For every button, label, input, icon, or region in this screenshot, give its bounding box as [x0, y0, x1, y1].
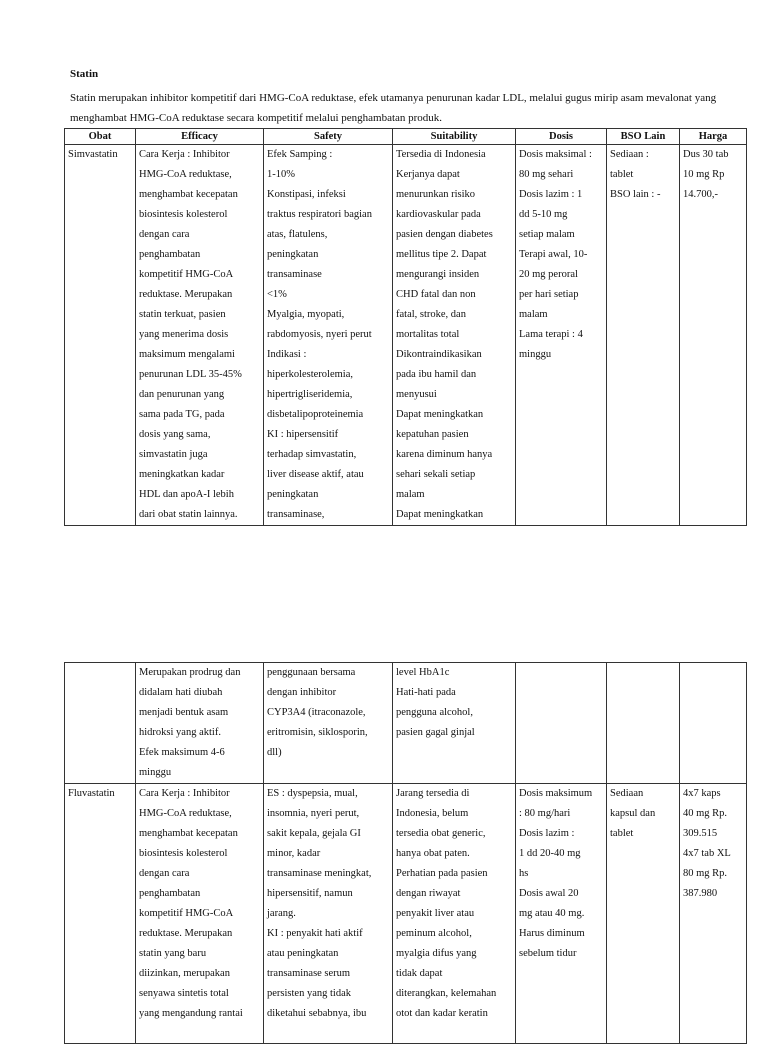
- cell-suitability: level HbA1c Hati-hati pada pengguna alcohol, pasien gagal ginjal: [393, 663, 516, 784]
- cell-efficacy: Merupakan prodrug dan didalam hati diubah menjadi bentuk asam hidroksi yang aktif. Efek maksimum 4-6 minggu: [136, 663, 264, 784]
- col-header-efficacy: Efficacy: [136, 129, 264, 145]
- cell-suitability: Tersedia di Indonesia Kerjanya dapat menurunkan risiko kardiovaskular pada pasien dengan diabetes mellitus tipe 2. Dapat mengurangi insiden CHD fatal dan non fatal, stroke, dan mortalitas total Dikontraindikasikan pada ibu hamil dan menyusui Dapat meningkatkan kepatuhan pasien karena diminum hanya sehari sekali setiap malam Dapat meningkatkan: [393, 145, 516, 526]
- cell-obat: Simvastatin: [65, 145, 136, 526]
- col-header-bso-lain: BSO Lain: [607, 129, 680, 145]
- table-row: [65, 784, 747, 1044]
- col-header-safety: Safety: [264, 129, 393, 145]
- table-header-row: [65, 129, 747, 145]
- cell-suitability: Jarang tersedia di Indonesia, belum tersedia obat generic, hanya obat paten. Perhatian pada pasien dengan riwayat penyakit liver atau peminum alcohol, myalgia difus yang tidak dapat diterangkan, kelemahan otot dan kadar keratin: [393, 784, 516, 1044]
- cell-bso-lain: Sediaan kapsul dan tablet: [607, 784, 680, 1044]
- cell-harga: [680, 663, 747, 784]
- cell-obat: Fluvastatin: [65, 784, 136, 1044]
- cell-bso-lain: Sediaan : tablet BSO lain : -: [607, 145, 680, 526]
- cell-dosis: Dosis maksimum : 80 mg/hari Dosis lazim : 1 dd 20-40 mg hs Dosis awal 20 mg atau 40 mg. Harus diminum sebelum tidur: [516, 784, 607, 1044]
- cell-harga: 4x7 kaps 40 mg Rp. 309.515 4x7 tab XL 80 mg Rp. 387.980: [680, 784, 747, 1044]
- cell-safety: ES : dyspepsia, mual, insomnia, nyeri perut, sakit kepala, gejala GI minor, kadar transaminase meningkat, hipersensitif, namun jarang. KI : penyakit hati aktif atau peningkatan transaminase serum persisten yang tidak diketahui sebabnya, ibu: [264, 784, 393, 1044]
- table-row: [65, 663, 747, 784]
- cell-safety: Efek Samping : 1-10% Konstipasi, infeksi traktus respiratori bagian atas, flatulens, peningkatan transaminase <1% Myalgia, myopati, rabdomyosis, nyeri perut Indikasi : hiperkolesterolemia, hipertrigliseridemia, disbetalipoproteinemia KI : hipersensitif terhadap simvastatin, liver disease aktif, atau peningkatan transaminase,: [264, 145, 393, 526]
- section-heading: Statin: [70, 68, 99, 80]
- col-header-obat: Obat: [65, 129, 136, 145]
- drug-table-part-1: [64, 128, 747, 526]
- cell-efficacy: Cara Kerja : Inhibitor HMG-CoA reduktase, menghambat kecepatan biosintesis kolesterol dengan cara penghambatan kompetitif HMG-CoA reduktase. Merupakan statin yang baru diizinkan, merupakan senyawa sintetis total yang mengandung rantai: [136, 784, 264, 1044]
- cell-harga: Dus 30 tab 10 mg Rp 14.700,-: [680, 145, 747, 526]
- col-header-dosis: Dosis: [516, 129, 607, 145]
- drug-table-part-2: [64, 662, 747, 1044]
- col-header-suitability: Suitability: [393, 129, 516, 145]
- cell-dosis: [516, 663, 607, 784]
- cell-obat: [65, 663, 136, 784]
- table-row: [65, 145, 747, 526]
- cell-dosis: Dosis maksimal : 80 mg sehari Dosis lazim : 1 dd 5-10 mg setiap malam Terapi awal, 10- 20 mg peroral per hari setiap malam Lama terapi : 4 minggu: [516, 145, 607, 526]
- cell-bso-lain: [607, 663, 680, 784]
- cell-safety: penggunaan bersama dengan inhibitor CYP3A4 (itraconazole, eritromisin, siklosporin, dll): [264, 663, 393, 784]
- intro-paragraph: Statin merupakan inhibitor kompetitif dari HMG-CoA reduktase, efek utamanya penurunan kadar LDL, melalui gugus mirip asam mevalonat yang menghambat HMG-CoA reduktase secara kompetitif melalui penghambatan produk.: [70, 92, 717, 124]
- cell-efficacy: Cara Kerja : Inhibitor HMG-CoA reduktase, menghambat kecepatan biosintesis kolesterol dengan cara penghambatan kompetitif HMG-CoA reduktase. Merupakan statin terkuat, pasien yang menerima dosis maksimum mengalami penurunan LDL 35-45% dan penurunan yang sama pada TG, pada dosis yang sama, simvastatin juga meningkatkan kadar HDL dan apoA-I lebih dari obat statin lainnya.: [136, 145, 264, 526]
- col-header-harga: Harga: [680, 129, 747, 145]
